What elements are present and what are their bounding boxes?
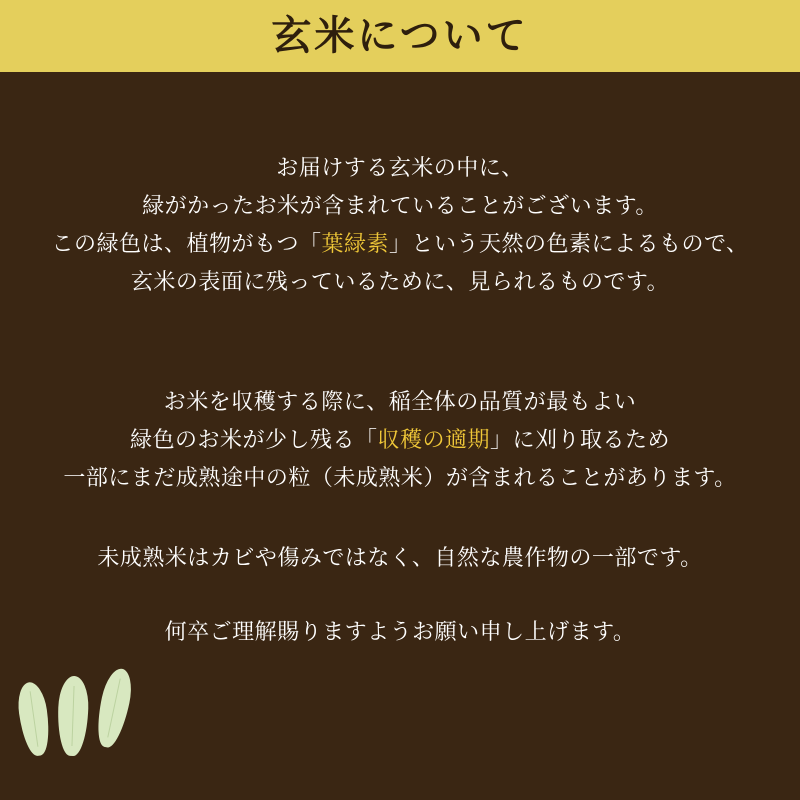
paragraph-line: 未成熟米はカビや傷みではなく、自然な農作物の一部です。 [97,546,703,571]
grain-vein [30,691,39,747]
paragraph-closing-request [0,614,800,652]
rice-grain-icon [92,666,136,750]
paragraph-line: 何卒ご理解賜りますようお願い申し上げます。 [164,620,636,645]
body-area [0,72,800,800]
page-title: 玄米について [271,13,529,59]
line-text-before: この緑色は、植物がもつ「 [51,232,322,257]
paragraph-green-rice-explanation [0,150,800,302]
highlight-chlorophyll: 葉緑素 [321,232,389,257]
paragraph-line [0,226,800,264]
header-banner [0,0,800,72]
grain-vein [71,686,74,747]
paragraph-harvest-timing [0,384,800,498]
rice-grain-icon [15,680,53,757]
paragraph-line: 玄米の表面に残っているために、見られるものです。 [130,270,670,295]
rice-grain-decoration [14,654,174,754]
grain-vein [107,678,121,738]
highlight-harvest-period: 収穫の適期 [377,428,490,453]
paragraph-line [0,422,800,460]
paragraph-line: 一部にまだ成熟途中の粒（未成熟米）が含まれることがあります。 [63,466,737,491]
paragraph-immature-rice-note [0,540,800,578]
paragraph-line: 緑がかったお米が含まれていることがございます。 [142,194,658,219]
rice-grain-icon [57,676,90,757]
line-text-after: 」という天然の色素によるもので、 [388,232,749,257]
line-text-before: 緑色のお米が少し残る「 [129,428,378,453]
line-text-after: 」に刈り取るため [490,428,671,453]
paragraph-line: お米を収穫する際に、稲全体の品質が最もよい [163,390,637,415]
paragraph-line: お届けする玄米の中に、 [276,156,524,181]
